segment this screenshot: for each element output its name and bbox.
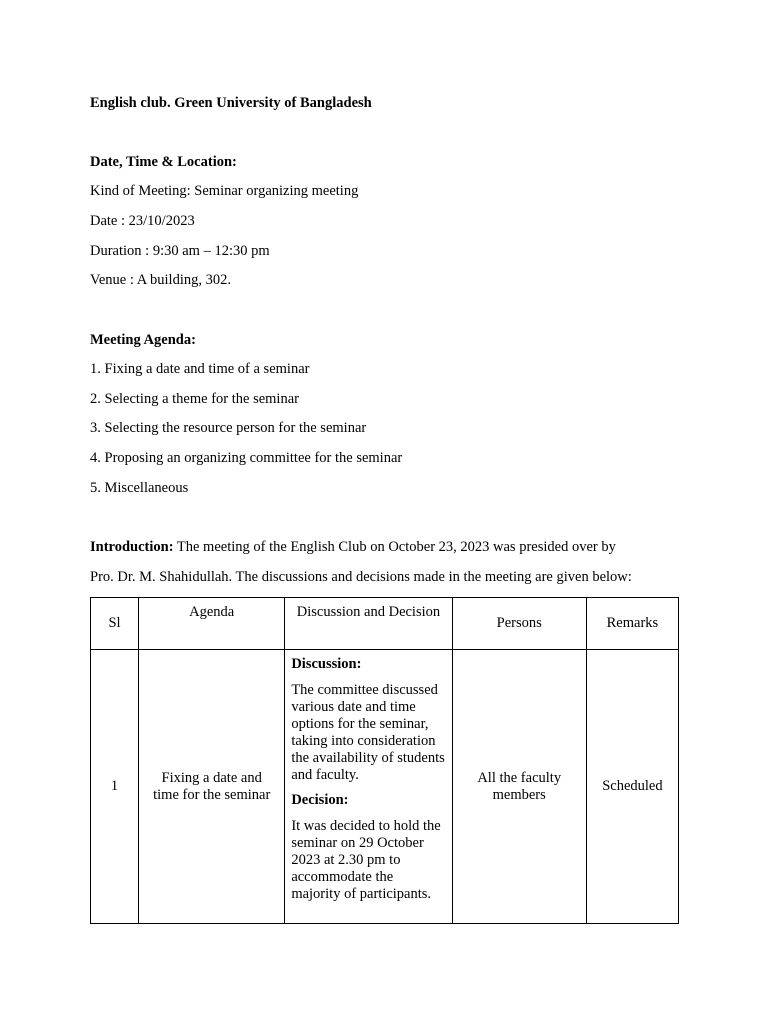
meeting-venue: Venue : A building, 302. bbox=[90, 272, 231, 288]
agenda-item: 4. Proposing an organizing committee for the seminar bbox=[90, 450, 403, 466]
table-header-row bbox=[91, 598, 679, 650]
discussion-label: Discussion: bbox=[291, 656, 362, 672]
introduction-text: The meeting of the English Club on October 23, 2023 was presided over by bbox=[173, 539, 616, 555]
meeting-kind: Kind of Meeting: Seminar organizing meeting bbox=[90, 183, 359, 199]
agenda-heading: Meeting Agenda: bbox=[90, 332, 196, 348]
cell-sl: 1 bbox=[91, 650, 139, 924]
cell-persons-text: All the faculty members bbox=[477, 769, 562, 803]
header-discussion: Discussion and Decision bbox=[285, 598, 452, 650]
introduction-label: Introduction: bbox=[90, 539, 174, 555]
discussion-text: The committee discussed various date and time options for the seminar, taking into consideration the availability of students and faculty. bbox=[291, 682, 445, 783]
agenda-item: 2. Selecting a theme for the seminar bbox=[90, 391, 299, 407]
introduction-line-2: Pro. Dr. M. Shahidullah. The discussions and decisions made in the meeting are given below: bbox=[90, 569, 632, 585]
cell-persons bbox=[452, 650, 586, 924]
header-sl: Sl bbox=[91, 598, 139, 650]
cell-remarks: Scheduled bbox=[586, 650, 678, 924]
agenda-item: 1. Fixing a date and time of a seminar bbox=[90, 361, 310, 377]
header-persons: Persons bbox=[452, 598, 586, 650]
cell-agenda-text: Fixing a date and time for the seminar bbox=[153, 769, 271, 803]
decision-label: Decision: bbox=[291, 792, 349, 808]
cell-agenda bbox=[139, 650, 285, 924]
agenda-item: 5. Miscellaneous bbox=[90, 480, 189, 496]
header-remarks: Remarks bbox=[586, 598, 678, 650]
introduction-line-1 bbox=[90, 538, 616, 556]
minutes-table bbox=[90, 597, 679, 924]
decision-text: It was decided to hold the seminar on 29 October 2023 at 2.30 pm to accommodate the majority of participants. bbox=[291, 818, 441, 902]
meeting-duration: Duration : 9:30 am – 12:30 pm bbox=[90, 243, 270, 259]
agenda-item: 3. Selecting the resource person for the seminar bbox=[90, 420, 367, 436]
org-title: English club. Green University of Bangladesh bbox=[90, 95, 372, 111]
meeting-date: Date : 23/10/2023 bbox=[90, 213, 195, 229]
header-agenda: Agenda bbox=[139, 598, 285, 650]
details-heading: Date, Time & Location: bbox=[90, 154, 237, 170]
cell-discussion bbox=[285, 650, 452, 924]
table-row bbox=[91, 650, 679, 924]
